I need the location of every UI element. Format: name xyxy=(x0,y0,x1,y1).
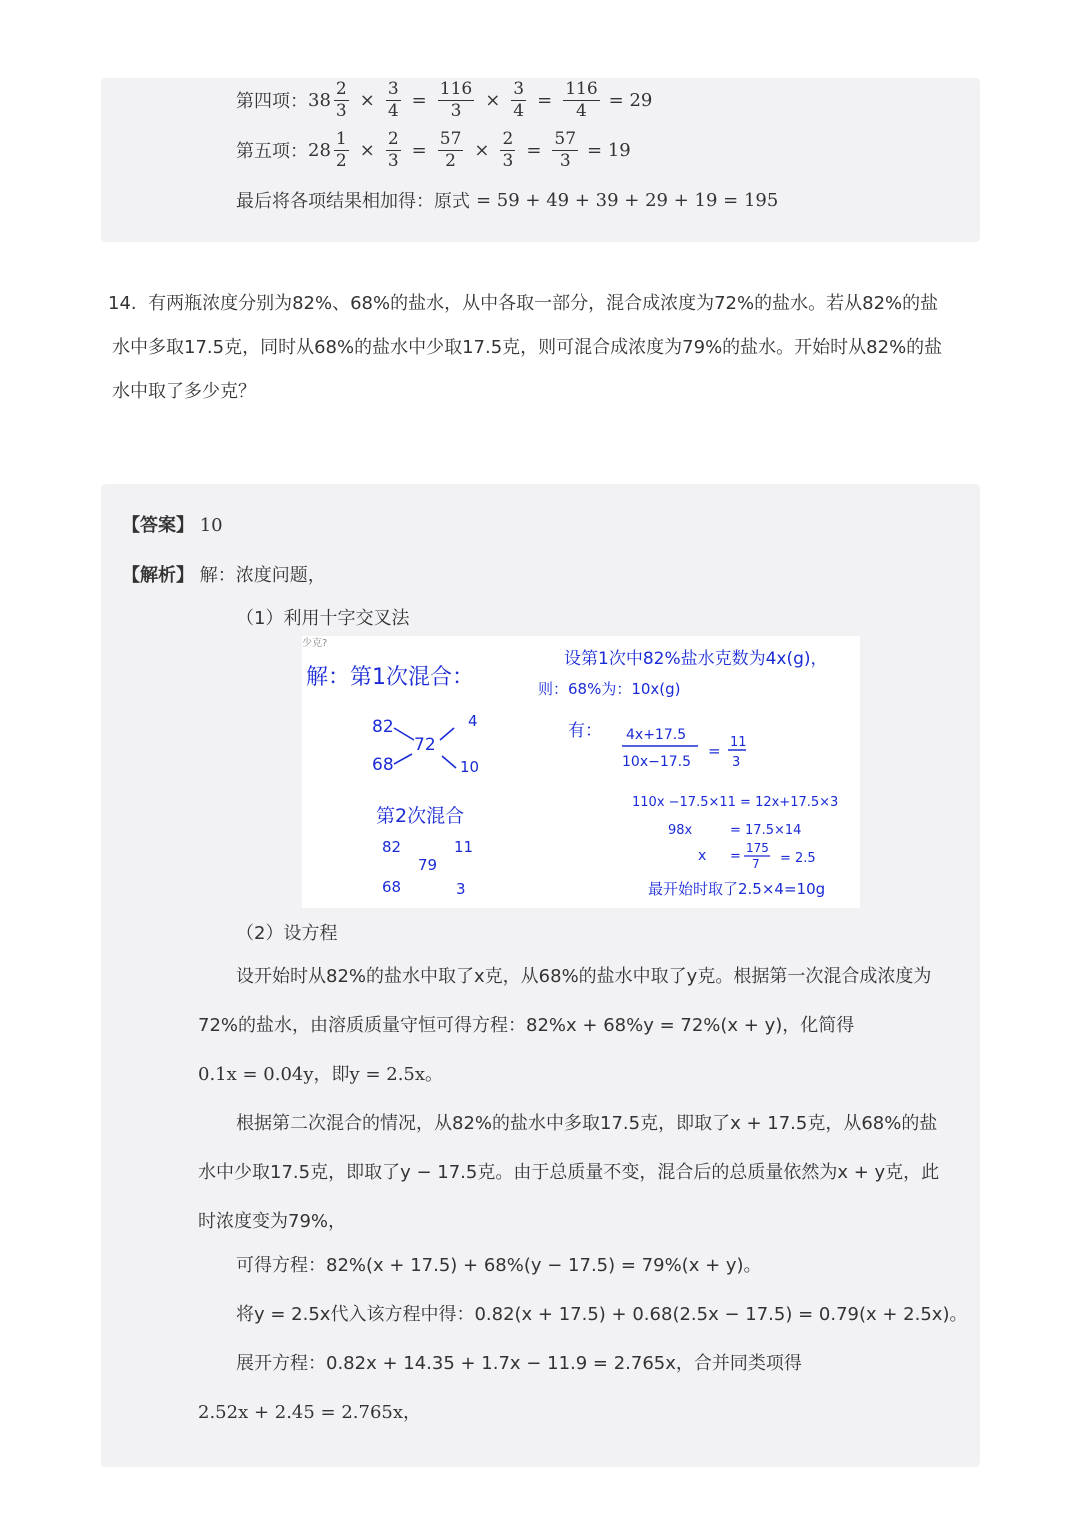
svg-text:有：: 有： xyxy=(568,721,602,741)
item-five-row: 第五项： 28 $\frac{1}{2}$ × $\frac{2}{3}$ = $\frac{57}{2}$ × $\frac{2}{3}$ = $\frac{57}{3}$ = 19 xyxy=(236,128,631,171)
item-four-label: 第四项： xyxy=(236,91,308,112)
handwritten-solution-image xyxy=(302,636,860,908)
svg-text:11: 11 xyxy=(730,735,747,750)
svg-text:11: 11 xyxy=(454,838,474,856)
combine-line: 2.52x + 2.45 = 2.765x， xyxy=(198,1402,422,1423)
svg-text:3: 3 xyxy=(732,755,741,770)
svg-text:= 2.5: = 2.5 xyxy=(780,851,816,866)
svg-text:最开始时取了2.5×4=10g: 最开始时取了2.5×4=10g xyxy=(648,880,826,898)
answer-value: 10 xyxy=(199,515,223,536)
svg-text:设第1次中82%盐水克数为4x(g)，: 设第1次中82%盐水克数为4x(g)， xyxy=(564,649,828,669)
svg-text:10: 10 xyxy=(460,758,480,776)
svg-text:4x+17.5: 4x+17.5 xyxy=(626,727,687,743)
item-four-row: 第四项： 38 $\frac{2}{3}$ × $\frac{3}{4}$ = $\frac{116}{3}$ × $\frac{3}{4}$ = $\frac{116}{4}$ = 29 xyxy=(236,78,653,121)
svg-text:82: 82 xyxy=(382,838,402,856)
question-14: 14. 有两瓶浓度分别为82%、68%的盐水，从中各取一部分，混合成浓度为72%的盐水。若从82%的盐 水中多取17.5克，同时从68%的盐水中少取17.5克，则可混合成浓度为79%的盐水。开始时从82%的盐 水中取了多少克？ xyxy=(108,293,943,402)
expand-line: 展开方程：0.82x + 14.35 + 1.7x − 11.9 = 2.765x，合并同类项得 xyxy=(236,1353,802,1374)
analysis-line: 【解析】 解：浓度问题， xyxy=(122,565,326,586)
svg-text:82: 82 xyxy=(372,717,394,737)
svg-text:68: 68 xyxy=(372,755,394,775)
equation-two-line: 可得方程：82%(x + 17.5) + 68%(y − 17.5) = 79%(x + y)。 xyxy=(236,1255,762,1276)
svg-text:98x: 98x xyxy=(668,823,693,838)
sum-row: 最后将各项结果相加得：原式 = 59 + 49 + 39 + 29 + 19 = 195 xyxy=(236,189,779,212)
svg-text:=: = xyxy=(730,849,741,864)
svg-text:3: 3 xyxy=(456,880,466,898)
svg-text:79: 79 xyxy=(418,856,438,874)
paragraph-one-line-three: 0.1x = 0.04y，即y = 2.5x。 xyxy=(198,1064,444,1085)
paragraph-two-line-three: 时浓度变为79%， xyxy=(198,1211,347,1232)
svg-text:4: 4 xyxy=(468,712,478,730)
svg-text:7: 7 xyxy=(752,857,760,871)
analysis-label: 【解析】 xyxy=(122,565,194,586)
method-two-heading: （2）设方程 xyxy=(236,923,338,944)
svg-text:72: 72 xyxy=(414,735,436,755)
question-number: 14. xyxy=(108,293,137,314)
svg-text:= 17.5×14: = 17.5×14 xyxy=(730,823,802,838)
svg-text:175: 175 xyxy=(746,841,769,855)
paragraph-two-line-one: 根据第二次混合的情况，从82%的盐水中多取17.5克，即取了x + 17.5克，从68%的盐 xyxy=(236,1113,938,1134)
answer-line xyxy=(122,511,223,537)
svg-text:68: 68 xyxy=(382,878,402,896)
svg-text:=: = xyxy=(708,742,721,760)
method-one-heading: （1）利用十字交叉法 xyxy=(236,608,410,629)
substitution-line: 将y = 2.5x代入该方程中得：0.82(x + 17.5) + 0.68(2.5x − 17.5) = 0.79(x + 2.5x)。 xyxy=(236,1304,968,1325)
item-five-label: 第五项： xyxy=(236,141,308,162)
svg-text:少克?: 少克? xyxy=(302,638,328,649)
svg-text:则：68%为：10x(g): 则：68%为：10x(g) xyxy=(538,680,681,698)
paragraph-one-line-two: 72%的盐水，由溶质质量守恒可得方程：82%x + 68%y = 72%(x + y)，化简得 xyxy=(198,1015,855,1036)
paragraph-two-line-two: 水中少取17.5克，即取了y − 17.5克。由于总质量不变，混合后的总质量依然为x + y克，此 xyxy=(198,1162,940,1183)
svg-text:110x −17.5×11 = 12x+17.5×3: 110x −17.5×11 = 12x+17.5×3 xyxy=(632,795,839,810)
svg-text:x: x xyxy=(698,848,707,864)
svg-text:解：第1次混合：: 解：第1次混合： xyxy=(306,665,474,690)
paragraph-one-line-one: 设开始时从82%的盐水中取了x克，从68%的盐水中取了y克。根据第一次混合成浓度为 xyxy=(236,966,932,987)
svg-text:第2次混合: 第2次混合 xyxy=(376,805,465,827)
svg-text:10x−17.5: 10x−17.5 xyxy=(622,754,692,770)
answer-label: 【答案】 xyxy=(122,515,194,536)
